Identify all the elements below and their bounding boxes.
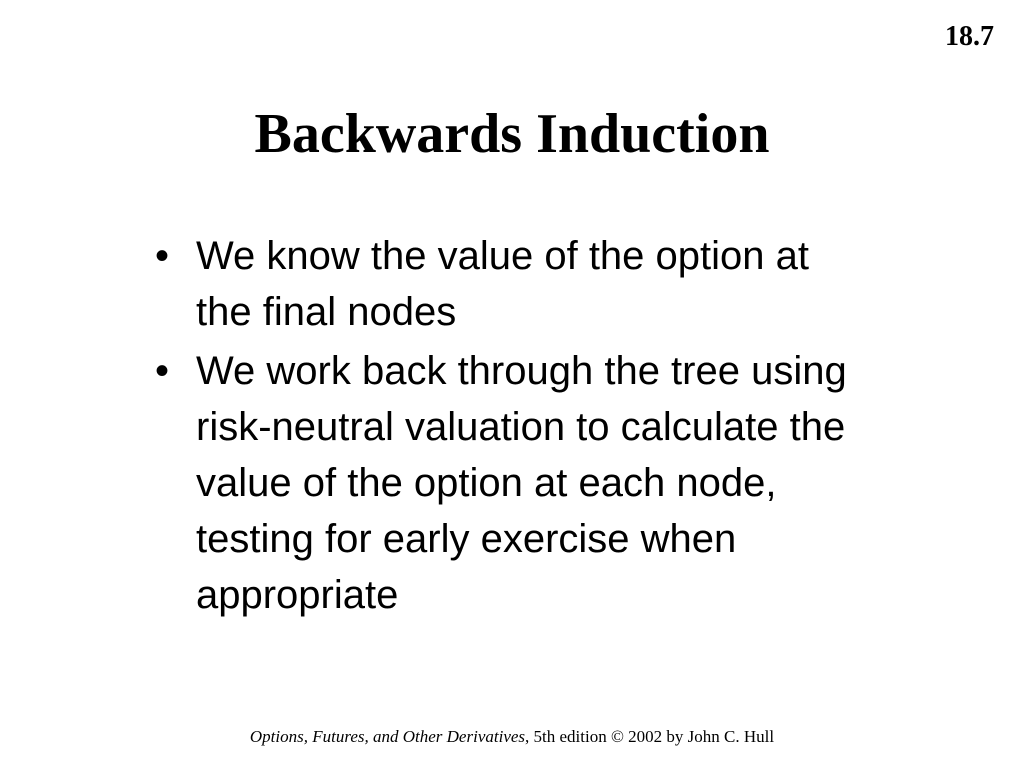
bullet-text: We know the value of the option at the final nodes <box>196 234 809 334</box>
slide-title: Backwards Induction <box>254 103 770 165</box>
bullet-icon: • <box>155 349 170 393</box>
footer <box>0 726 1024 748</box>
bullet-text: We work back through the tree using risk-neutral valuation to calculate the value of the option at each node, testing for early exercise when appropriate <box>196 349 847 617</box>
footer-book-title: Options, Futures, and Other Derivatives <box>249 727 526 746</box>
bullet-item <box>155 343 855 623</box>
slide-number: 18.7 <box>945 21 994 52</box>
footer-edition: , 5th edition © 2002 by John C. Hull <box>525 727 775 746</box>
bullet-item <box>155 228 855 340</box>
bullet-icon: • <box>155 234 170 278</box>
bullet-list <box>155 228 855 626</box>
